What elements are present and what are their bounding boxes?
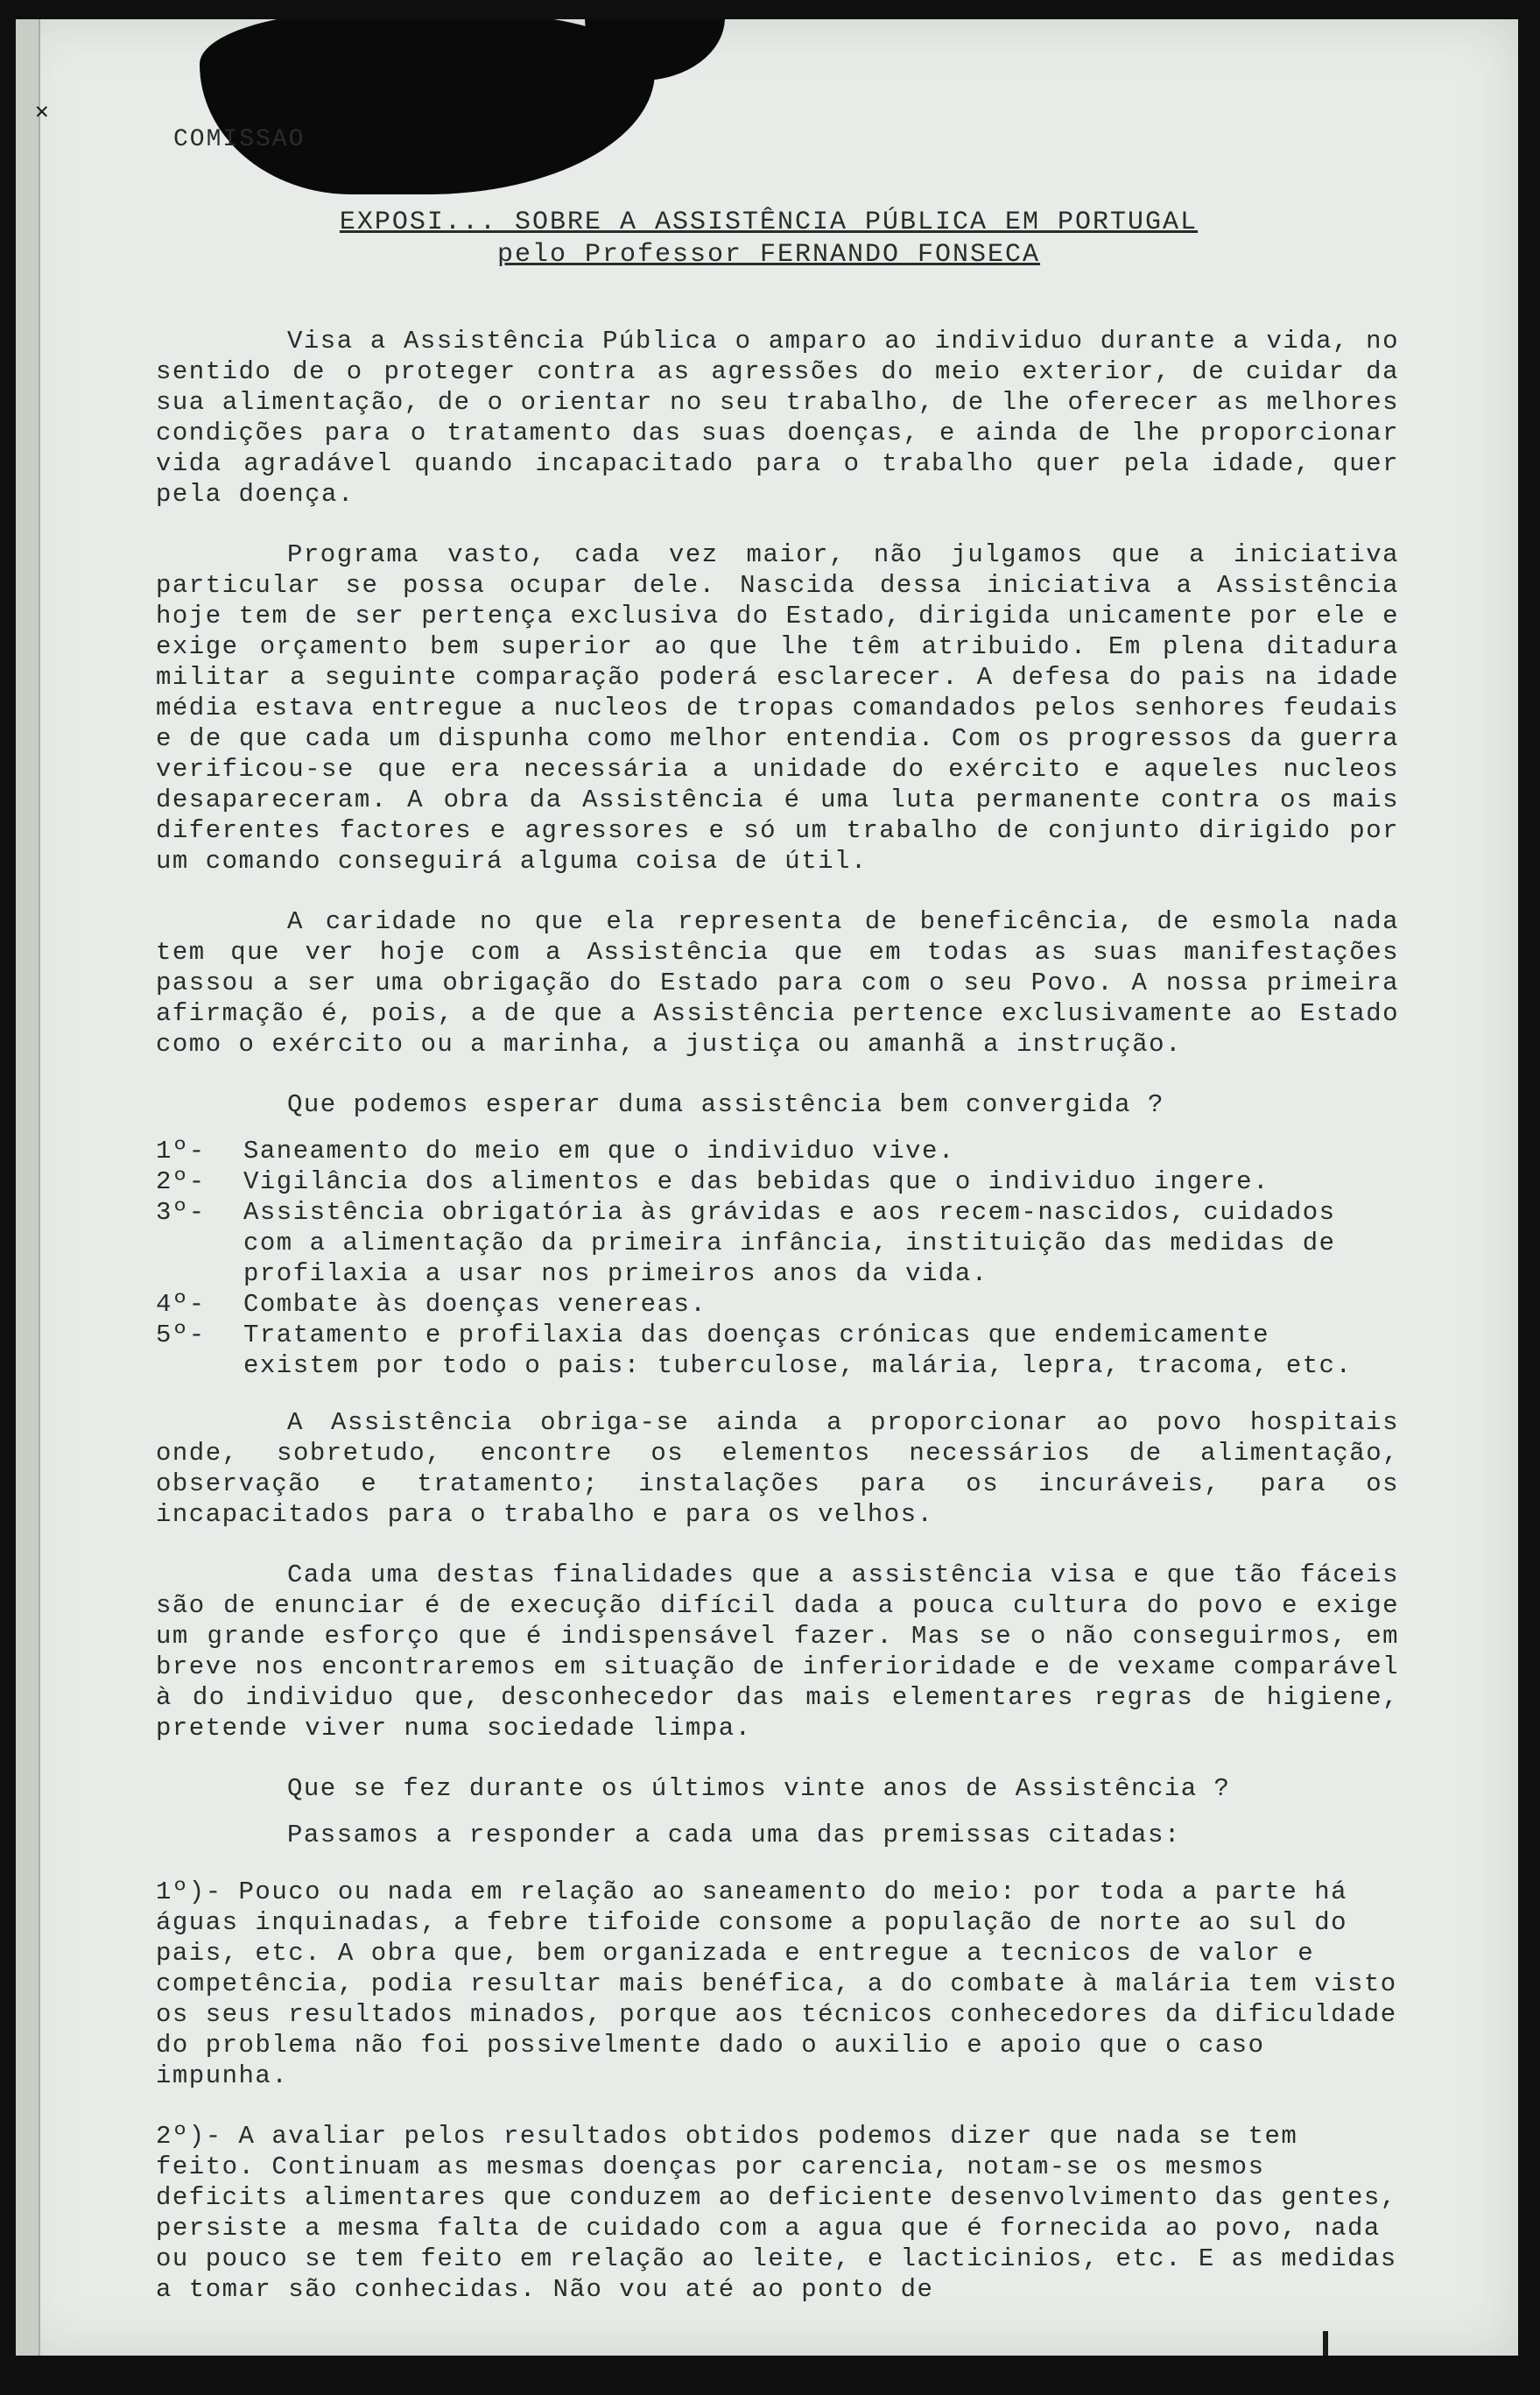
list-number: 4º- — [156, 1290, 206, 1319]
document-sheet — [16, 19, 1518, 2356]
question-heading: Que se fez durante os últimos vinte anos de Assistência ? — [287, 1774, 1231, 1803]
list-number: 2º- — [156, 1167, 206, 1196]
question-heading: Passamos a responder a cada uma das premissas citadas: — [287, 1821, 1181, 1849]
numbered-list — [156, 1136, 1399, 1381]
paragraph: Programa vasto, cada vez maior, não julgamos que a iniciativa particular se possa ocupar dele. Nascida dessa iniciativa a Assistência hoje tem de ser pertença exclusiva do Estado, dirigida unicamente por ele e exige orçamento bem superior ao que lhe têm atribuido. Em plena ditadura militar a seguinte comparação poderá esclarecer. A defesa do pais na idade média estava entregue a nucleos de tropas comandados pelos senhores feudais e de que cada um dispunha como melhor entendia. Com os progressos da guerra verificou-se que era necessária a unidade do exército e aqueles nucleos desapareceram. A obra da Assistência é uma luta permanente contra os mais diferentes factores e agressores e só um trabalho de conjunto dirigido por um comando conseguirá alguma coisa de útil. — [156, 540, 1399, 876]
document-title: EXPOSI... SOBRE A ASSISTÊNCIA PÚBLICA EM PORTUGAL — [339, 208, 1199, 237]
commission-label: COMISSAO — [173, 126, 306, 153]
paragraph: A caridade no que ela representa de beneficência, de esmola nada tem que ver hoje com a Assistência que em todas as suas manifestações passou a ser uma obrigação do Estado para com o seu Povo. A nossa primeira afirmação é, pois, a de que a Assistência pertence exclusivamente ao Estado como o exército ou a marinha, a justiça ou amanhã a instrução. — [156, 907, 1399, 1059]
question-heading: Que podemos esperar duma assistência bem convergida ? — [287, 1090, 1164, 1119]
answer-point: 1º)- Pouco ou nada em relação ao saneamento do meio: por toda a parte há águas inquinadas, a febre tifoide consome a população de norte ao sul do pais, etc. A obra que, bem organizada e entregue a tecnicos de valor e competência, podia resultar mais benéfica, a do combate à malária tem visto os seus resultados minados, porque aos técnicos conhecedores da dificuldade do problema não foi possivelmente dado o auxilio e apoio que o caso impunha. — [156, 1877, 1397, 2090]
list-item — [156, 1166, 1399, 1197]
document-body — [156, 326, 1399, 2335]
list-text: Vigilância dos alimentos e das bebidas que o individuo ingere. — [243, 1167, 1269, 1196]
document-author: pelo Professor FERNANDO FONSECA — [496, 240, 1041, 270]
ink-blot — [200, 19, 655, 194]
list-text: Tratamento e profilaxia das doenças crónicas que endemicamente existem por todo o pais: tuberculose, malária, lepra, tracoma, etc. — [243, 1321, 1353, 1380]
list-text: Combate às doenças venereas. — [243, 1290, 707, 1319]
list-number: 5º- — [156, 1321, 206, 1349]
paper-mark — [1323, 2331, 1328, 2356]
paragraph: Cada uma destas finalidades que a assistência visa e que tão fáceis são de enunciar é de execução difícil dada a pouca cultura do povo e exige um grande esforço que é indispensável fazer. Mas se o não conseguirmos, em breve nos encontraremos em situação de inferioridade e de vexame comparável à do individuo que, desconhecedor das mais elementares regras de higiene, pretende viver numa sociedade limpa. — [156, 1560, 1399, 1743]
staple-icon: ✕ — [35, 99, 49, 125]
paragraph: Visa a Assistência Pública o amparo ao individuo durante a vida, no sentido de o proteger contra as agressões do meio exterior, de cuidar da sua alimentação, de o orientar no seu trabalho, de lhe oferecer as melhores condições para o tratamento das suas doenças, e ainda de lhe proporcionar vida agradável quando incapacitado para o trabalho quer pela idade, quer pela doença. — [156, 327, 1399, 509]
list-number: 1º- — [156, 1137, 206, 1166]
list-item — [156, 1136, 1399, 1166]
answer-point: 2º)- A avaliar pelos resultados obtidos podemos dizer que nada se tem feito. Continuam as mesmas doenças por carencia, notam-se os mesmos deficits alimentares que conduzem ao deficiente desenvolvimento das gentes, persiste a mesma falta de cuidado com a agua que é fornecida ao povo, nada ou pouco se tem feito em relação ao leite, e lacticinios, etc. E as medidas a tomar são conhecidas. Não vou até ao ponto de — [156, 2122, 1397, 2304]
list-item — [156, 1320, 1399, 1381]
binding-margin — [16, 19, 40, 2356]
list-item — [156, 1197, 1399, 1289]
list-item — [156, 1289, 1399, 1320]
document-titles — [138, 208, 1399, 272]
paragraph: A Assistência obriga-se ainda a proporcionar ao povo hospitais onde, sobretudo, encontre os elementos necessários de alimentação, observação e tratamento; instalações para os incuráveis, para os incapacitados para o trabalho e para os velhos. — [156, 1408, 1399, 1529]
list-text: Saneamento do meio em que o individuo vive. — [243, 1137, 955, 1166]
list-number: 3º- — [156, 1198, 206, 1227]
list-text: Assistência obrigatória às grávidas e aos recem-nascidos, cuidados com a alimentação da primeira infância, instituição das medidas de profilaxia a usar nos primeiros anos da vida. — [243, 1198, 1336, 1288]
